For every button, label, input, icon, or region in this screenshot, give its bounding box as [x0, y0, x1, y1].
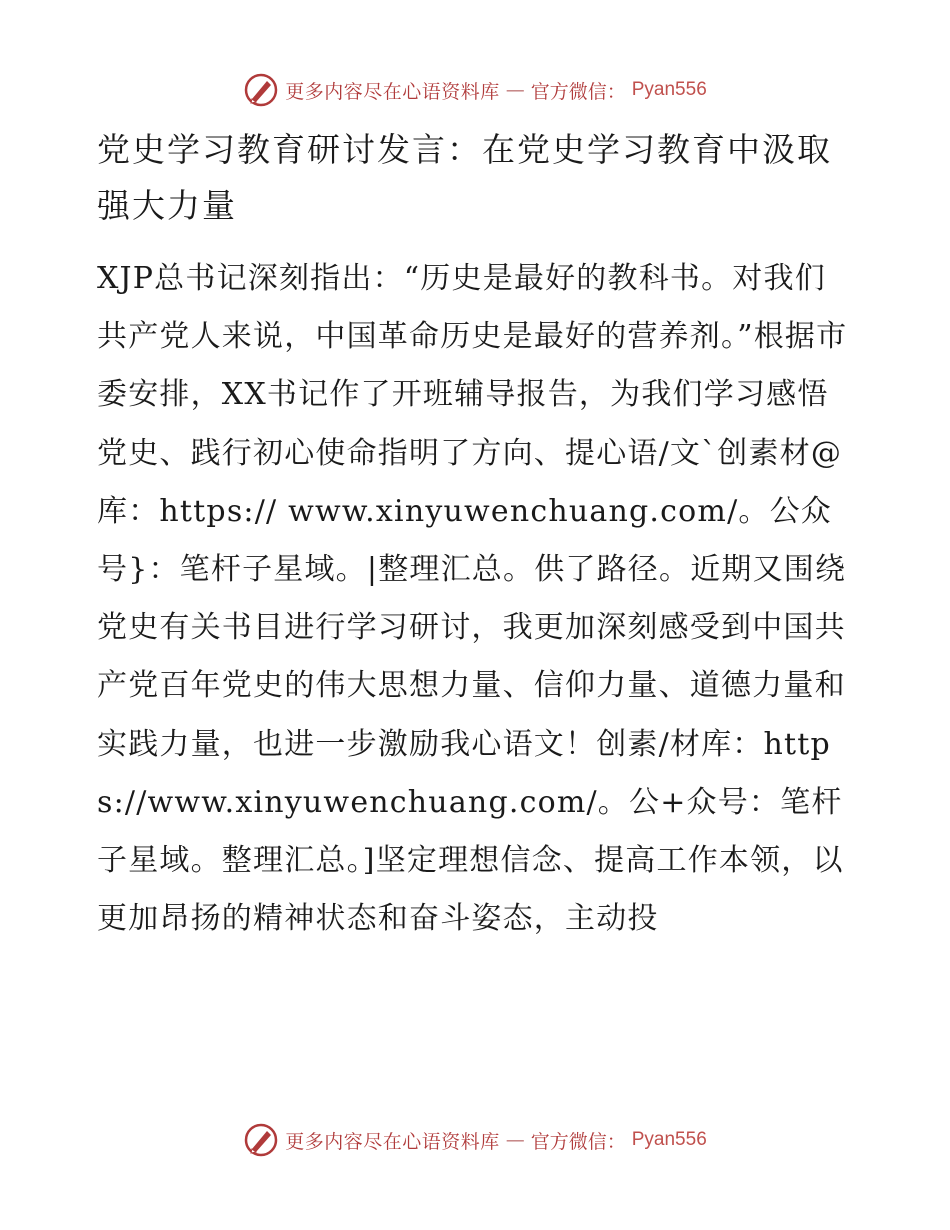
watermark-wechat-id: Pyan556 [631, 1129, 707, 1150]
document-title: 党史学习教育研讨发言：在党史学习教育中汲取强大力量 [97, 130, 832, 225]
watermark-brand-text: 更多内容尽在心语资料库 [285, 80, 500, 103]
header-watermark [0, 70, 950, 110]
watermark-dash: — [505, 1129, 525, 1151]
watermark-wechat-label: 官方微信： [530, 80, 626, 103]
pen-logo-icon [243, 1122, 279, 1158]
pen-logo-icon [243, 72, 279, 108]
footer-watermark [0, 1120, 950, 1160]
watermark-wechat-id: Pyan556 [631, 79, 707, 100]
document-body-paragraph: XJP总书记深刻指出：“历史是最好的教科书。对我们共产党人来说，中国革命历史是最好的营养剂。”根据市委安排，XX书记作了开班辅导报告，为我们学习感悟党史、践行初心使命指明了方向、提心语/文`创素材@库：https:// www.xinyuwenchuang.com/。公众号}：笔杆子星域。|整理汇总。供了路径。近期又围绕党史有关书目进行学习研讨，我更加深刻感受到中国共产党百年党史的伟大思想力量、信仰力量、道德力量和实践力量，也进一步激励我心语文！创素/材库：https://www.xinyuwenchuang.com/。公+众号：笔杆子星域。整理汇总。]坚定理想信念、提高工作本领，以更加昂扬的精神状态和奋斗姿态，主动投 [97, 261, 848, 937]
watermark-wechat-label: 官方微信： [530, 1130, 626, 1153]
watermark-dash: — [505, 79, 525, 101]
watermark-brand-text: 更多内容尽在心语资料库 [285, 1130, 500, 1153]
